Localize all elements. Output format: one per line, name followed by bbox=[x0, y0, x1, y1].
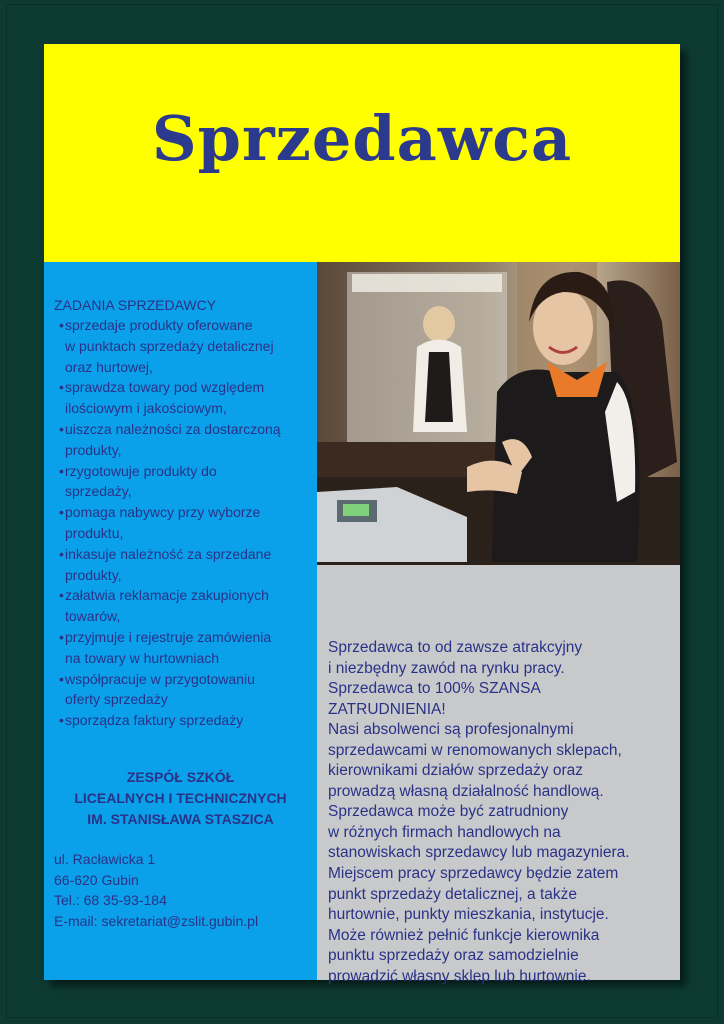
task-item bbox=[54, 544, 316, 565]
task-item-continuation bbox=[54, 648, 316, 669]
school-line: LICEALNYCH I TECHNICZNYCH bbox=[74, 790, 287, 806]
task-text: przyjmuje i rejestruje zamówienia bbox=[65, 628, 272, 645]
contact-email: E-mail: sekretariat@zslit.gubin.pl bbox=[54, 912, 259, 929]
left-panel bbox=[44, 262, 317, 980]
task-item bbox=[54, 315, 316, 336]
description-line: Miejscem pracy sprzedawcy będzie zatem bbox=[328, 865, 619, 883]
contact-city: 66-620 Gubin bbox=[54, 871, 139, 888]
saleswoman-photo bbox=[317, 262, 680, 565]
bullet-icon: • bbox=[59, 317, 64, 333]
school-line: IM. STANISŁAWA STASZICA bbox=[87, 811, 274, 827]
task-item-continuation bbox=[54, 606, 316, 627]
description-line: w różnych firmach handlowych na bbox=[328, 823, 561, 841]
bullet-icon: • bbox=[59, 545, 64, 562]
task-text: produkty, bbox=[65, 566, 122, 583]
poster bbox=[44, 44, 680, 985]
task-text: na towary w hurtowniach bbox=[65, 649, 220, 666]
bullet-icon: • bbox=[59, 504, 64, 521]
description-line: i niezbędny zawód na rynku pracy. bbox=[328, 659, 565, 677]
description-line: prowadzić własny sklep lub hurtownie. bbox=[328, 967, 591, 985]
task-text: ilościowym i jakościowym, bbox=[65, 400, 227, 417]
description-line: kierownikami działów sprzedaży oraz bbox=[328, 762, 583, 780]
task-text: inkasuje należność za sprzedane bbox=[65, 545, 272, 562]
header-banner bbox=[44, 44, 680, 262]
task-item-continuation bbox=[54, 336, 316, 357]
task-item bbox=[54, 461, 316, 482]
bullet-icon: • bbox=[59, 670, 64, 687]
task-text: produkty, bbox=[65, 441, 122, 458]
description-line: stanowiskach sprzedawcy lub magazyniera. bbox=[328, 844, 630, 862]
bullet-icon: • bbox=[59, 628, 64, 645]
description-line: Sprzedawca to od zawsze atrakcyjny bbox=[328, 639, 583, 656]
right-panel bbox=[317, 565, 680, 985]
task-text: oraz hurtowej, bbox=[65, 358, 153, 375]
contact-address: ul. Racławicka 1 bbox=[54, 851, 156, 867]
description-text bbox=[328, 638, 673, 987]
task-item bbox=[54, 585, 316, 606]
poster-title: Sprzedawca bbox=[151, 102, 573, 175]
task-text: pomaga nabywcy przy wyborze bbox=[65, 504, 261, 521]
task-item-continuation bbox=[54, 357, 316, 378]
task-item-continuation bbox=[54, 440, 316, 461]
bullet-icon: • bbox=[59, 462, 64, 479]
description-line: prowadzą własną działalność handlową. bbox=[328, 782, 604, 800]
task-text: produktu, bbox=[65, 524, 124, 541]
task-item-continuation bbox=[54, 481, 316, 502]
task-text: sprzedaży, bbox=[65, 483, 132, 500]
task-text: sporządza faktury sprzedaży bbox=[65, 712, 244, 729]
description-line: hurtownie, punkty mieszkania, instytucje. bbox=[328, 906, 609, 924]
task-text: w punktach sprzedaży detalicznej bbox=[65, 337, 274, 354]
description-line: punkt sprzedaży detalicznej, a także bbox=[328, 885, 577, 903]
task-item bbox=[54, 669, 316, 690]
bullet-icon: • bbox=[59, 379, 64, 396]
task-item bbox=[54, 627, 316, 648]
task-item bbox=[54, 377, 316, 398]
description-line: punktu sprzedaży oraz samodzielnie bbox=[328, 947, 579, 965]
task-text: uiszcza należności za dostarczoną bbox=[65, 420, 281, 437]
task-item bbox=[54, 710, 316, 731]
task-text: oferty sprzedaży bbox=[65, 691, 168, 708]
task-item-continuation bbox=[54, 565, 316, 586]
tasks-list bbox=[54, 315, 316, 731]
description-line: Nasi absolwenci są profesjonalnymi bbox=[328, 721, 574, 739]
bullet-icon: • bbox=[59, 712, 64, 729]
task-text: rzygotowuje produkty do bbox=[65, 462, 217, 479]
description-line: sprzedawcami w renomowanych sklepach, bbox=[328, 741, 622, 759]
task-item-continuation bbox=[54, 689, 316, 710]
task-item bbox=[54, 502, 316, 523]
task-item-continuation bbox=[54, 523, 316, 544]
description-line: Sprzedawca to 100% SZANSA bbox=[328, 680, 541, 698]
contact-block bbox=[54, 849, 258, 931]
description-line: Sprzedawca może być zatrudniony bbox=[328, 803, 569, 821]
tasks-heading: ZADANIA SPRZEDAWCY bbox=[54, 297, 217, 313]
task-text: współpracuje w przygotowaniu bbox=[65, 670, 255, 687]
task-text: towarów, bbox=[65, 608, 121, 625]
school-line: ZESPÓŁ SZKÓŁ bbox=[126, 769, 235, 785]
task-text: sprzedaje produkty oferowane bbox=[65, 317, 253, 333]
bullet-icon: • bbox=[59, 587, 64, 604]
contact-phone: Tel.: 68 35-93-184 bbox=[54, 892, 167, 909]
bullet-icon: • bbox=[59, 420, 64, 437]
task-text: załatwia reklamacje zakupionych bbox=[65, 587, 269, 604]
school-name bbox=[44, 767, 317, 830]
description-line: Może również pełnić funkcje kierownika bbox=[328, 926, 600, 944]
task-item bbox=[54, 419, 316, 440]
description-line: ZATRUDNIENIA! bbox=[328, 700, 446, 718]
task-text: sprawdza towary pod względem bbox=[65, 379, 265, 396]
task-item-continuation bbox=[54, 398, 316, 419]
